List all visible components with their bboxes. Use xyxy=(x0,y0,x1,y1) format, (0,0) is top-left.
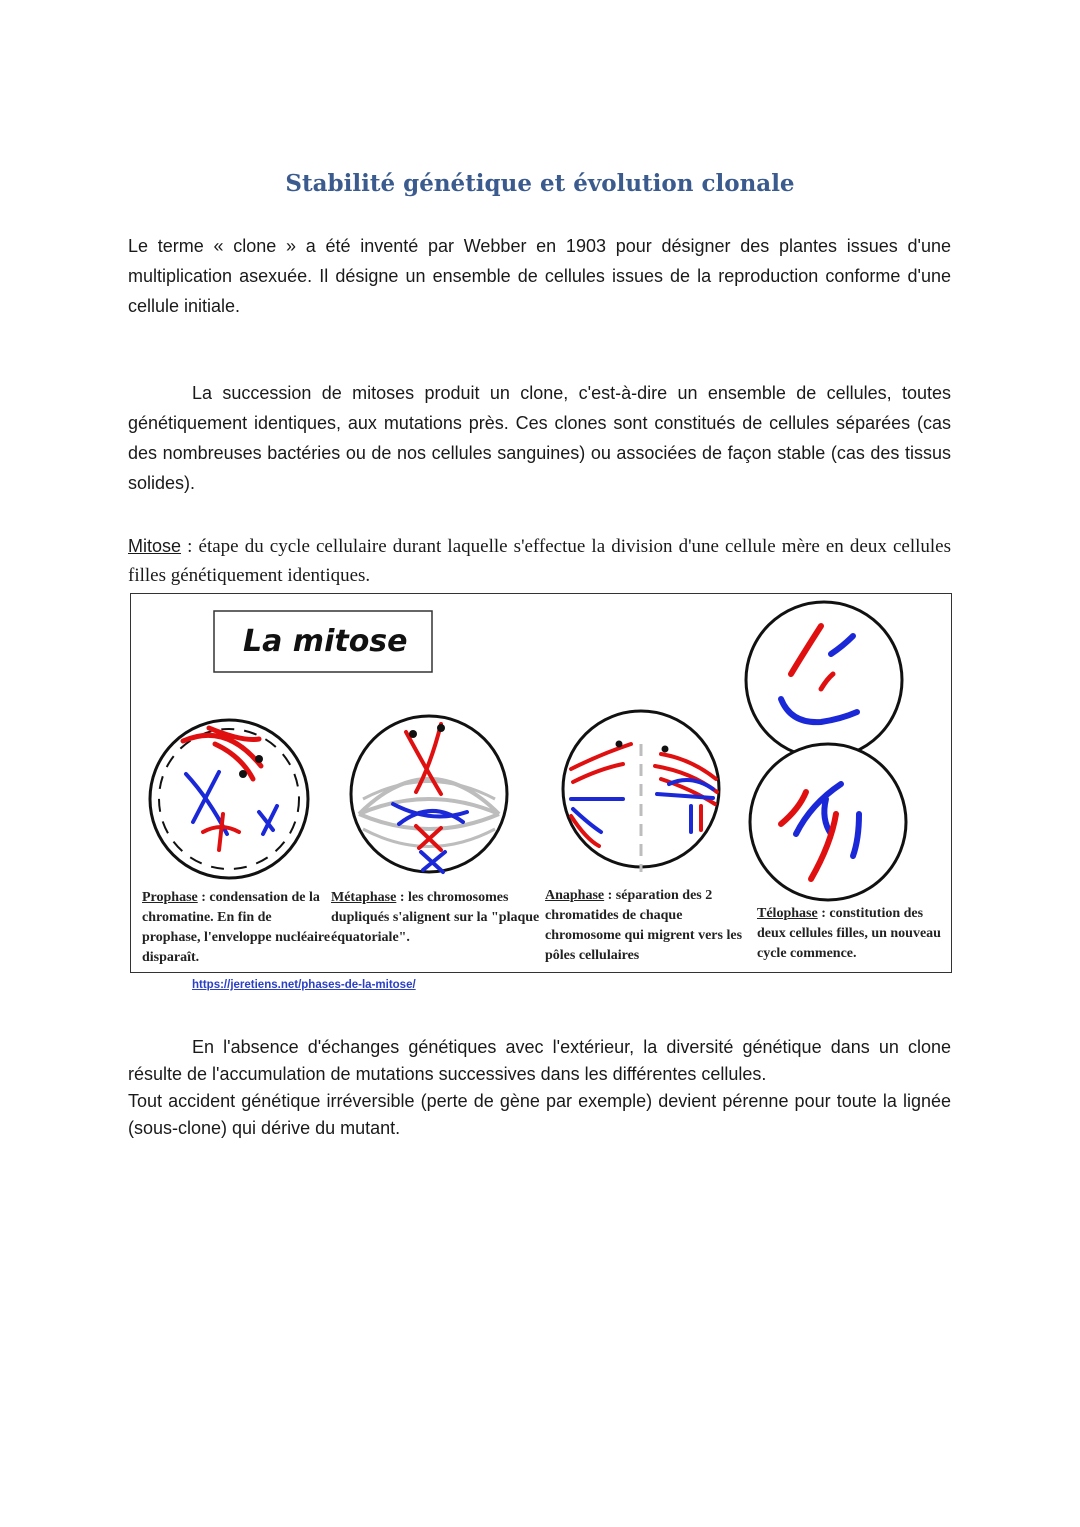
mitosis-figure xyxy=(130,593,952,973)
caption-telophase xyxy=(757,904,953,964)
telophase-text: : constitution des deux cellules filles, un nouveau cycle commence. xyxy=(757,906,941,961)
anaphase-term: Anaphase xyxy=(545,888,605,903)
paragraph-genetic-diversity xyxy=(128,1034,951,1142)
source-link[interactable]: https://jeretiens.net/phases-de-la-mitose/ xyxy=(192,979,416,991)
paragraph-diversity-text: En l'absence d'échanges génétiques avec l'extérieur, la diversité génétique dans un clone résulte de l'accumulation de mutations successives dans les différentes cellules. xyxy=(128,1037,951,1084)
caption-prophase xyxy=(142,888,332,968)
mitosis-definition xyxy=(128,532,951,590)
telophase-upper-cell xyxy=(746,602,902,758)
prophase-cell xyxy=(150,720,308,878)
paragraph-accident-text: Tout accident génétique irréversible (perte de gène par exemple) devient pérenne pour toute la lignée (sous-clone) qui dérive du mutant. xyxy=(128,1091,951,1138)
metaphase-cell xyxy=(351,716,507,872)
caption-metaphase xyxy=(331,888,541,948)
prophase-text: : condensation de la chromatine. En fin de prophase, l'enveloppe nucléaire disparaît. xyxy=(142,890,331,965)
mitosis-definition-text: : étape du cycle cellulaire durant laquelle s'effectue la division d'une cellule mère en deux cellules filles génétiquement identiques. xyxy=(128,536,951,586)
figure-title: La mitose xyxy=(243,624,408,659)
telophase-term: Télophase xyxy=(757,906,818,921)
caption-anaphase xyxy=(545,886,745,966)
page-title: Stabilité génétique et évolution clonale xyxy=(285,170,795,197)
anaphase-text: : séparation des 2 chromatides de chaque chromosome qui migrent vers les pôles cellulaires xyxy=(545,888,743,963)
paragraph-mitosis-clone: La succession de mitoses produit un clone, c'est-à-dire un ensemble de cellules, toutes génétiquement identiques, aux mutations près. Ces clones sont constitués de cellules séparées (cas des nombreuses bactéries ou de nos cellules sanguines) ou associées de façon stable (cas des tissus solides). xyxy=(128,383,951,493)
anaphase-cell xyxy=(563,711,719,872)
metaphase-text: : les chromosomes dupliqués s'alignent sur la "plaque équatoriale". xyxy=(331,890,540,945)
paragraph-clone-definition: Le terme « clone » a été inventé par Webber en 1903 pour désigner des plantes issues d'une multiplication asexuée. Il désigne un ensemble de cellules issues de la reproduction conforme d'une cellule initiale. xyxy=(128,236,951,316)
mitosis-term: Mitose xyxy=(128,536,182,556)
prophase-term: Prophase xyxy=(142,890,198,905)
metaphase-term: Métaphase xyxy=(331,890,397,905)
telophase-lower-cell xyxy=(750,744,906,900)
